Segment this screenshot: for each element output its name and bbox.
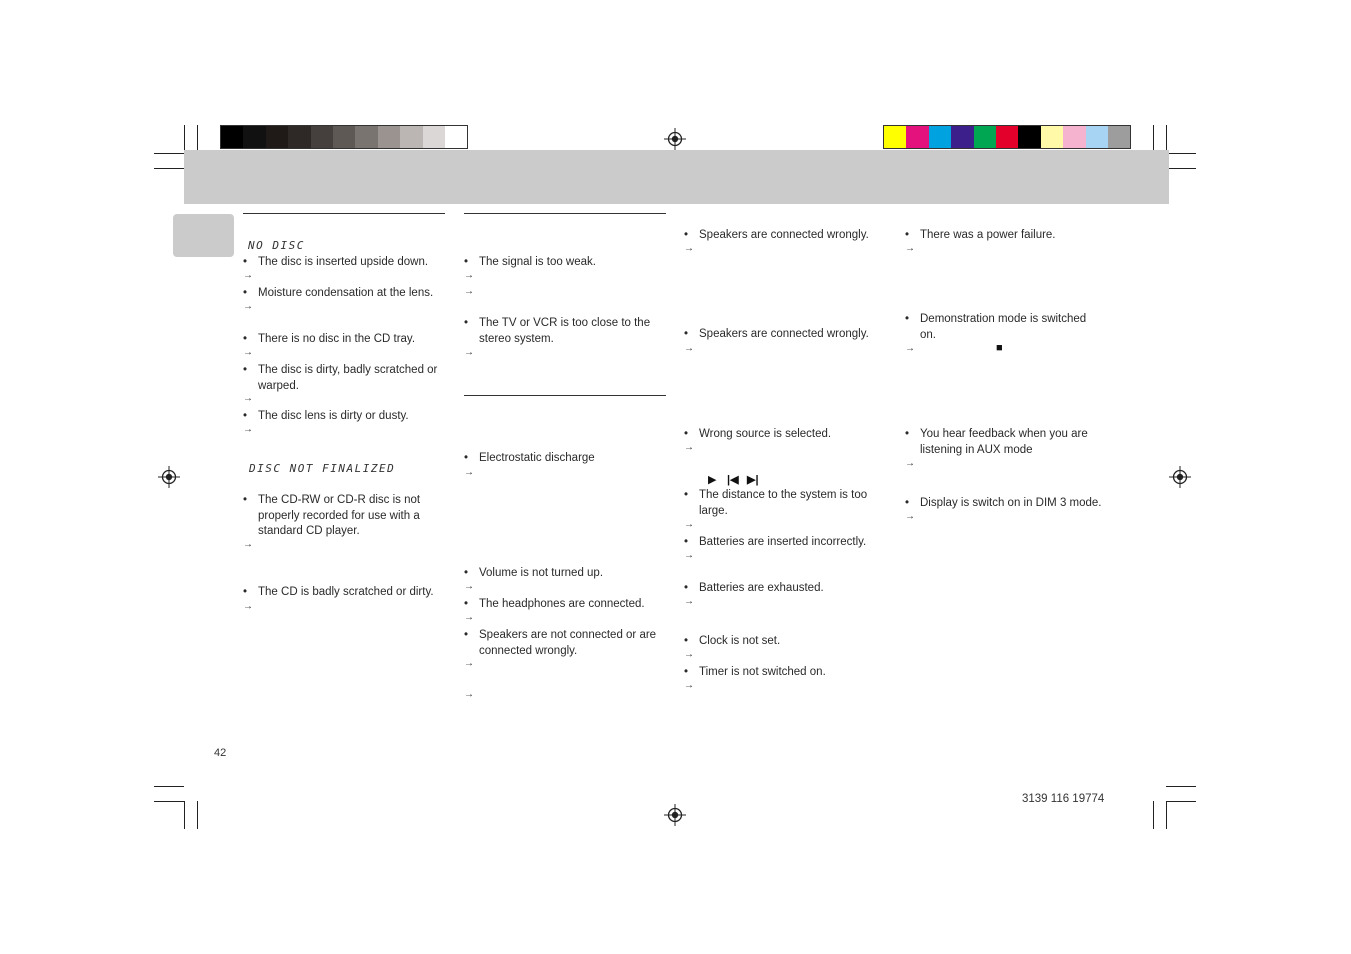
- arrow-icon: →: [243, 347, 253, 358]
- previous-icon: |◀: [727, 474, 739, 486]
- color-swatch: [996, 126, 1018, 148]
- gray-swatch: [445, 126, 467, 148]
- gray-swatch: [423, 126, 445, 148]
- registration-mark-icon: [664, 128, 686, 150]
- language-tab: [173, 214, 234, 257]
- stop-icon: ■: [996, 342, 1003, 354]
- arrow-icon: →: [464, 689, 474, 700]
- arrow-icon: →: [464, 581, 474, 592]
- gray-swatch: [333, 126, 355, 148]
- arrow-icon: →: [464, 286, 474, 297]
- gray-swatch: [266, 126, 288, 148]
- section-rule: [464, 395, 666, 396]
- arrow-icon: →: [243, 539, 253, 550]
- arrow-icon: →: [464, 467, 474, 478]
- next-icon: ▶|: [747, 474, 759, 486]
- color-swatch: [1041, 126, 1063, 148]
- play-icon: ▶: [708, 474, 717, 486]
- gray-color-bar: [220, 125, 468, 149]
- arrow-icon: →: [684, 343, 694, 354]
- gray-swatch: [288, 126, 310, 148]
- color-swatch: [929, 126, 951, 148]
- arrow-icon: →: [905, 243, 915, 254]
- arrow-icon: →: [243, 393, 253, 404]
- arrow-icon: →: [464, 347, 474, 358]
- arrow-icon: →: [684, 649, 694, 660]
- registration-mark-icon: [158, 466, 180, 488]
- registration-mark-icon: [1169, 466, 1191, 488]
- arrow-icon: →: [684, 243, 694, 254]
- arrow-icon: →: [243, 424, 253, 435]
- arrow-icon: →: [684, 680, 694, 691]
- gray-swatch: [355, 126, 377, 148]
- color-swatch: [974, 126, 996, 148]
- gray-swatch: [243, 126, 265, 148]
- arrow-icon: →: [905, 343, 915, 354]
- gray-swatch: [221, 126, 243, 148]
- arrow-icon: →: [684, 442, 694, 453]
- color-swatch: [884, 126, 906, 148]
- page-number: 42: [214, 747, 227, 759]
- arrow-icon: →: [684, 550, 694, 561]
- arrow-icon: →: [464, 612, 474, 623]
- arrow-icon: →: [243, 601, 253, 612]
- section-rule: [464, 213, 666, 214]
- color-swatch: [1086, 126, 1108, 148]
- color-bar: [883, 125, 1131, 149]
- gray-swatch: [400, 126, 422, 148]
- color-swatch: [1108, 126, 1130, 148]
- arrow-icon: →: [464, 270, 474, 281]
- color-swatch: [1018, 126, 1040, 148]
- arrow-icon: →: [464, 658, 474, 669]
- document-code: 3139 116 19774: [1022, 793, 1105, 805]
- section-rule: [243, 213, 445, 214]
- color-swatch: [906, 126, 928, 148]
- arrow-icon: →: [905, 458, 915, 469]
- arrow-icon: →: [905, 511, 915, 522]
- arrow-icon: →: [684, 519, 694, 530]
- display-message-no-disc: NO DISC: [248, 239, 305, 252]
- registration-mark-icon: [664, 804, 686, 826]
- gray-swatch: [311, 126, 333, 148]
- color-swatch: [951, 126, 973, 148]
- arrow-icon: →: [684, 596, 694, 607]
- header-band: [184, 150, 1169, 204]
- arrow-icon: →: [243, 301, 253, 312]
- arrow-icon: →: [243, 270, 253, 281]
- color-swatch: [1063, 126, 1085, 148]
- gray-swatch: [378, 126, 400, 148]
- display-message-disc-not-finalized: DISC NOT FINALIZED: [249, 462, 396, 475]
